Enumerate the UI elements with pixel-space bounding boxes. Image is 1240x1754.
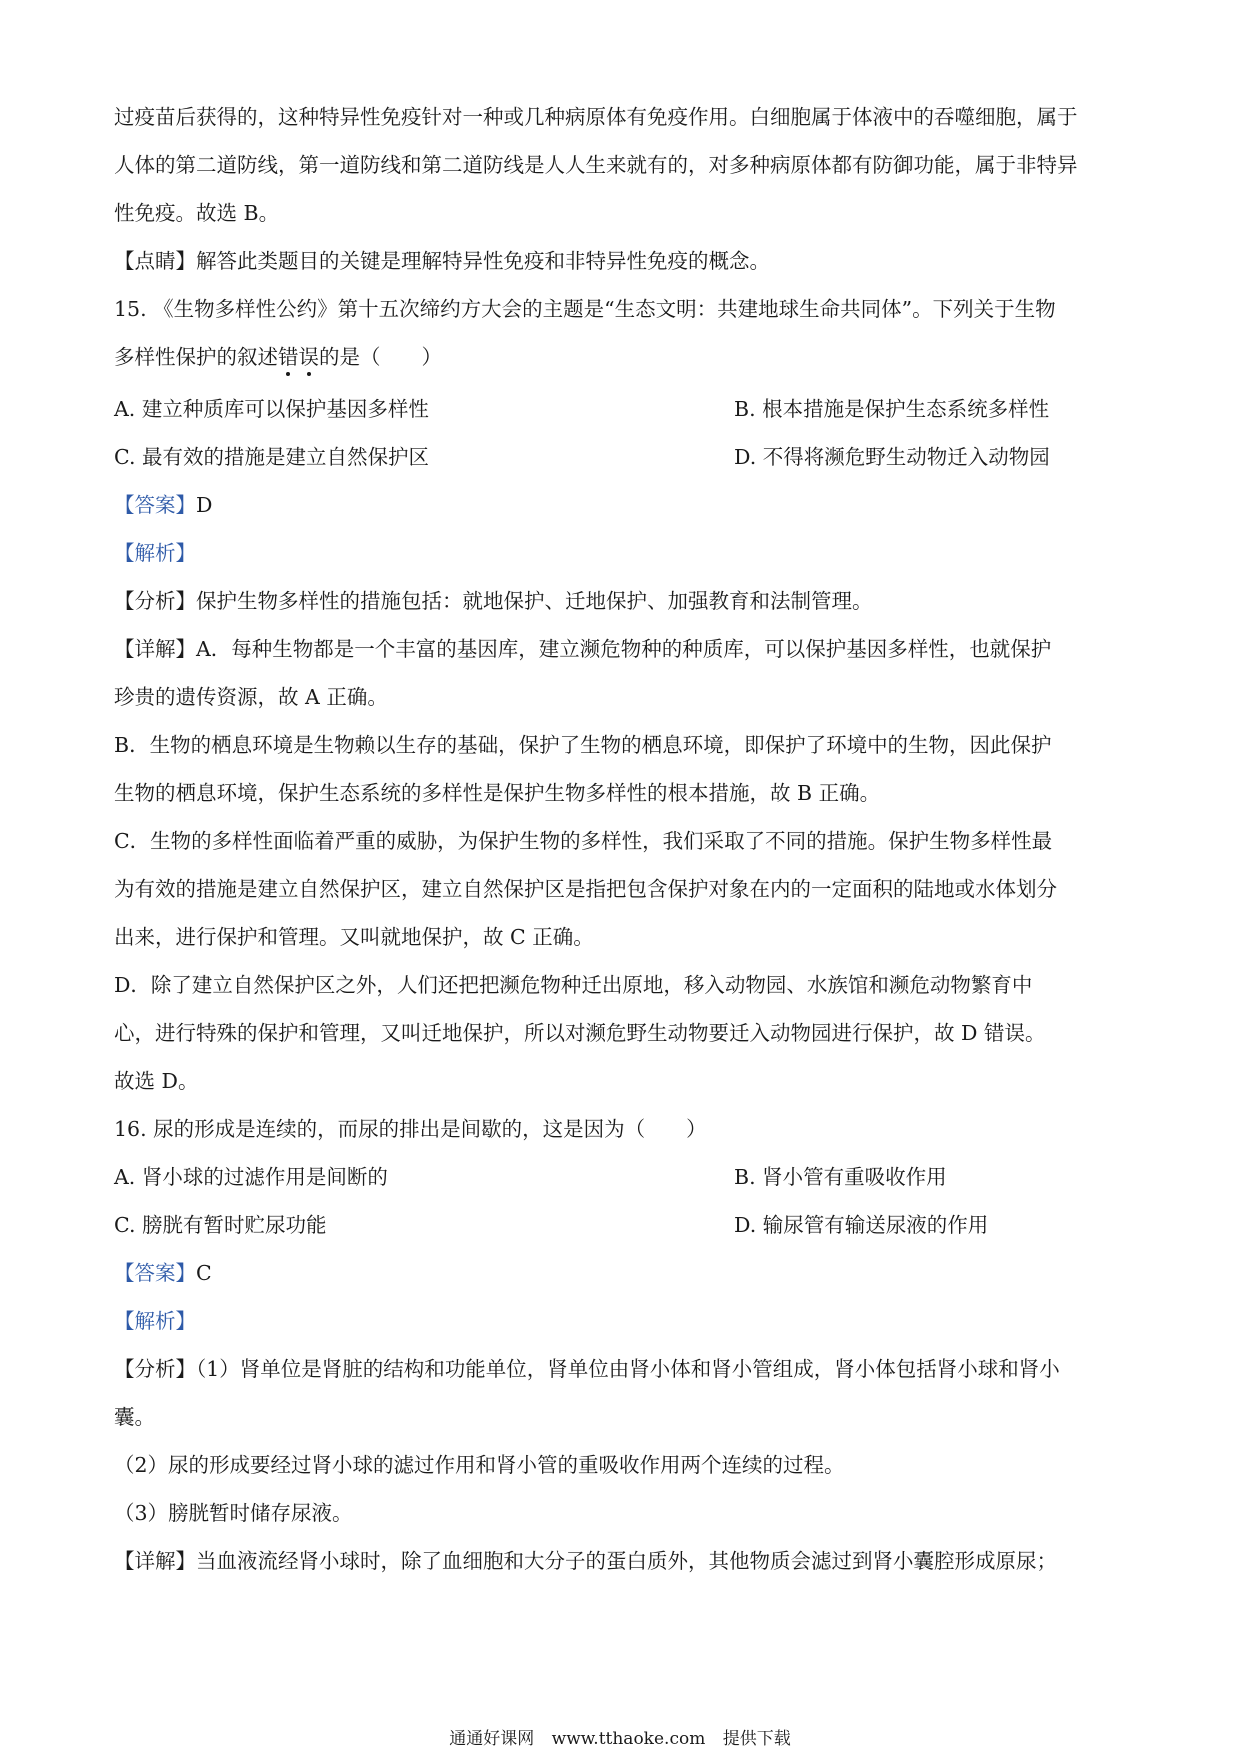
answer-line: [114, 1258, 1124, 1288]
stem-text: 的是（ ）: [319, 345, 442, 369]
footer-url[interactable]: www.tthaoke.com: [551, 1729, 706, 1749]
page-footer: [0, 1728, 1240, 1750]
option-b: B. 肾小管有重吸收作用: [734, 1165, 947, 1189]
analysis-line: [114, 586, 1124, 616]
paragraph-line: 出来，进行保护和管理。又叫就地保护，故 C 正确。: [114, 925, 594, 949]
paragraph-line: 生物的栖息环境，保护生态系统的多样性是保护生物多样性的根本措施，故 B 正确。: [114, 781, 881, 805]
paragraph-line: C．生物的多样性面临着严重的威胁，为保护生物的多样性，我们采取了不同的措施。保护生物多样性最: [114, 829, 1053, 853]
paragraph-line: 人体的第二道防线，第一道防线和第二道防线是人人生来就有的，对多种病原体都有防御功能，属于非特异: [114, 153, 1078, 177]
answer-value: D: [196, 493, 213, 517]
options-row: [114, 442, 1124, 472]
answer-tag: 【答案】: [114, 493, 196, 517]
paragraph-line: 故选 D。: [114, 1069, 199, 1093]
option-a: A. 肾小球的过滤作用是间断的: [114, 1165, 388, 1189]
analysis-heading: [114, 1306, 1124, 1336]
stem-text: 多样性保护的叙述: [114, 345, 278, 369]
analysis-tag: 【解析】: [114, 541, 196, 565]
analysis-line: [114, 1354, 1124, 1384]
analysis-text: 保护生物多样性的措施包括：就地保护、迁地保护、加强教育和法制管理。: [196, 589, 873, 613]
emphasis-char: 误: [298, 345, 319, 369]
question-15-stem-cont: [114, 342, 1124, 372]
paragraph-line: （3）膀胱暂时储存尿液。: [114, 1501, 353, 1525]
question-16-stem: 16. 尿的形成是连续的，而尿的排出是间歇的，这是因为（ ）: [114, 1117, 707, 1141]
options-row: [114, 1162, 1124, 1192]
analysis-sub-tag: 【分析】: [114, 1357, 196, 1381]
paragraph-line: 珍贵的遗传资源，故 A 正确。: [114, 685, 388, 709]
paragraph-line: 囊。: [114, 1405, 155, 1429]
analysis-heading: [114, 538, 1124, 568]
paragraph-line: B．生物的栖息环境是生物赖以生存的基础，保护了生物的栖息环境，即保护了环境中的生物，因此保护: [114, 733, 1052, 757]
option-d: D. 输尿管有输送尿液的作用: [734, 1213, 989, 1237]
option-d: D. 不得将濒危野生动物迁入动物园: [734, 445, 1050, 469]
paragraph-line: （2）尿的形成要经过肾小球的滤过作用和肾小管的重吸收作用两个连续的过程。: [114, 1453, 845, 1477]
detail-line: [114, 1546, 1124, 1576]
analysis-sub-tag: 【分析】: [114, 589, 196, 613]
paragraph-line: D．除了建立自然保护区之外，人们还把把濒危物种迁出原地，移入动物园、水族馆和濒危动物繁育中: [114, 973, 1033, 997]
question-15-stem: 15. 《生物多样性公约》第十五次缔约方大会的主题是“生态文明：共建地球生命共同体”。下列关于生物: [114, 297, 1056, 321]
detail-tag: 【详解】: [114, 637, 196, 661]
options-row: [114, 1210, 1124, 1240]
option-c: C. 膀胱有暂时贮尿功能: [114, 1213, 327, 1237]
paragraph-line: 性免疫。故选 B。: [114, 201, 280, 225]
answer-line: [114, 490, 1124, 520]
commentary-tag: 【点睛】: [114, 249, 196, 273]
paragraph-line: 为有效的措施是建立自然保护区，建立自然保护区是指把包含保护对象在内的一定面积的陆地或水体划分: [114, 877, 1057, 901]
emphasis-char: 错: [278, 345, 299, 369]
detail-tag: 【详解】: [114, 1549, 196, 1573]
option-b: B. 根本措施是保护生态系统多样性: [734, 397, 1050, 421]
answer-value: C: [196, 1261, 212, 1285]
detail-text: 当血液流经肾小球时，除了血细胞和大分子的蛋白质外，其他物质会滤过到肾小囊腔形成原尿；: [196, 1549, 1057, 1573]
answer-tag: 【答案】: [114, 1261, 196, 1285]
option-a: A. 建立种质库可以保护基因多样性: [114, 397, 429, 421]
option-c: C. 最有效的措施是建立自然保护区: [114, 445, 429, 469]
paragraph-line: 心，进行特殊的保护和管理，又叫迁地保护，所以对濒危野生动物要迁入动物园进行保护，故 D 错误。: [114, 1021, 1046, 1045]
options-row: [114, 394, 1124, 424]
commentary-text: 解答此类题目的关键是理解特异性免疫和非特异性免疫的概念。: [196, 249, 770, 273]
paragraph-line: 过疫苗后获得的，这种特异性免疫针对一种或几种病原体有免疫作用。白细胞属于体液中的吞噬细胞，属于: [114, 105, 1078, 129]
footer-note: 提供下载: [722, 1729, 791, 1749]
footer-site-name: 通通好课网: [449, 1729, 535, 1749]
analysis-text: （1）肾单位是肾脏的结构和功能单位，肾单位由肾小体和肾小管组成，肾小体包括肾小球和肾小: [196, 1357, 1060, 1381]
detail-text: A．每种生物都是一个丰富的基因库，建立濒危物种的种质库，可以保护基因多样性，也就保护: [196, 637, 1052, 661]
detail-line: [114, 634, 1124, 664]
analysis-tag: 【解析】: [114, 1309, 196, 1333]
commentary-line: [114, 246, 1124, 276]
